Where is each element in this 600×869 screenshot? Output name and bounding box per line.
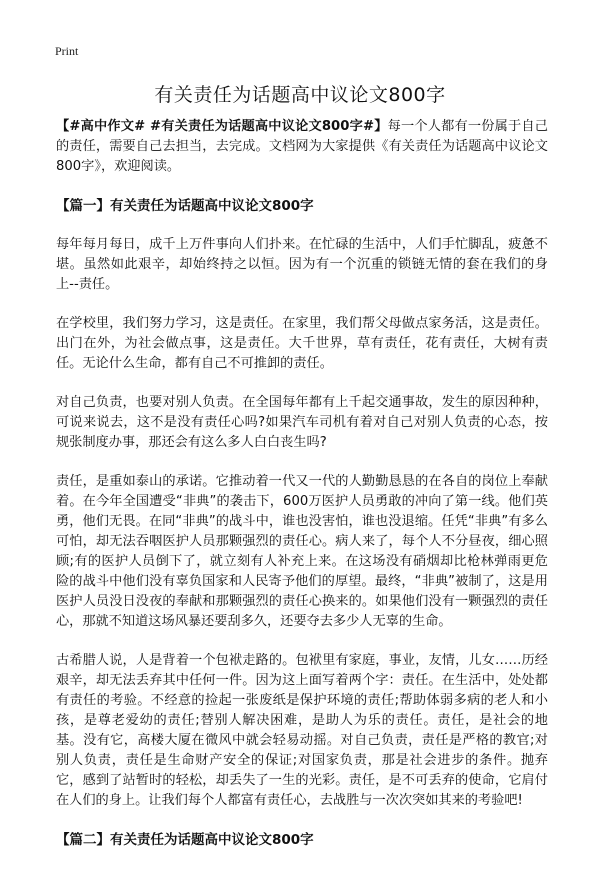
print-label: Print: [55, 44, 79, 58]
body-paragraph-1: 每年每月每日，成千上万件事向人们扑来。在忙碌的生活中，人们手忙脚乱，疲惫不堪。虽然如此艰辛，却始终持之以恒。因为有一个沉重的锁链无情的套在我们的身上--责任。: [56, 237, 548, 292]
body-paragraph-4: 责任，是重如泰山的承诺。它推动着一代又一代的人勤勤恳恳的在各自的岗位上奉献着。在今年全国遭受“非典”的袭击下，600万医护人员勇敢的冲向了第一线。他们英勇，他们无畏。在同“非典”的战斗中，谁也没害怕，谁也没退缩。任凭“非典”有多么可怕，却无法吞咽医护人员那颗强烈的责任心。病人来了，每个人不分昼夜，细心照顾;有的医护人员倒下了，就立刻有人补充上来。在这场没有硝烟却比枪林弹雨更危险的战斗中他们没有辜负国家和人民寄予他们的厚望。最终，“非典”被制了，这是用医护人员没日没夜的奉献和那颗强烈的责任心换来的。如果他们没有一颗强烈的责任心，那就不知道这场风暴还要刮多久，还要夺去多少人无辜的生命。: [56, 474, 548, 629]
section-heading-2: 【篇二】有关责任为话题高中议论文800字: [56, 832, 314, 848]
intro-text: 每一个人都有一份属于自己的责任，需要自己去担当，去完成。文档网为大家提供《有关责任为话题高中议论文800字》，欢迎阅读。: [56, 119, 548, 174]
section-heading-1: 【篇一】有关责任为话题高中议论文800字: [56, 198, 314, 214]
body-paragraph-5: 古希腊人说，人是背着一个包袱走路的。包袱里有家庭，事业，友情，儿女……历经艰辛，却无法丢弃其中任何一件。因为这上面写着两个字：责任。在生活中，处处都有责任的考验。不经意的捡起一张废纸是保护环境的责任;帮助体弱多病的老人和小孩，是尊老爱幼的责任;替别人解决困难，是助人为乐的责任。责任，是社会的地基。没有它，高楼大厦在微风中就会轻易动摇。对自己负责，责任是严格的教官;对别人负责，责任是生命财产安全的保证;对国家负责，那是社会进步的条件。抛弃它，感到了站暂时的轻松，却丢失了一生的光彩。责任，是不可丢弃的使命，它肩付在人们的身上。让我们每个人都富有责任心，去战胜与一次次突如其来的考验吧!: [56, 653, 548, 808]
document-title: 有关责任为话题高中议论文800字: [154, 84, 446, 106]
intro-tag: 【#高中作文# #有关责任为话题高中议论文800字#】: [56, 119, 388, 134]
body-paragraph-3: 对自己负责，也要对别人负责。在全国每年都有上千起交通事故，发生的原因种种，可说来说去，这不是没有责任心吗?如果汽车司机有着对自己对别人负责的心态，按规张制度办事，那还会有这么多人白白丧生吗?: [56, 395, 548, 450]
intro-paragraph: [56, 117, 548, 177]
article-body: [56, 117, 548, 869]
body-paragraph-2: 在学校里，我们努力学习，这是责任。在家里，我们帮父母做点家务活，这是责任。出门在外，为社会做点事，这是责任。大千世界，草有责任，花有责任，大树有责任。无论什么生命，都有自己不可推卸的责任。: [56, 316, 548, 371]
